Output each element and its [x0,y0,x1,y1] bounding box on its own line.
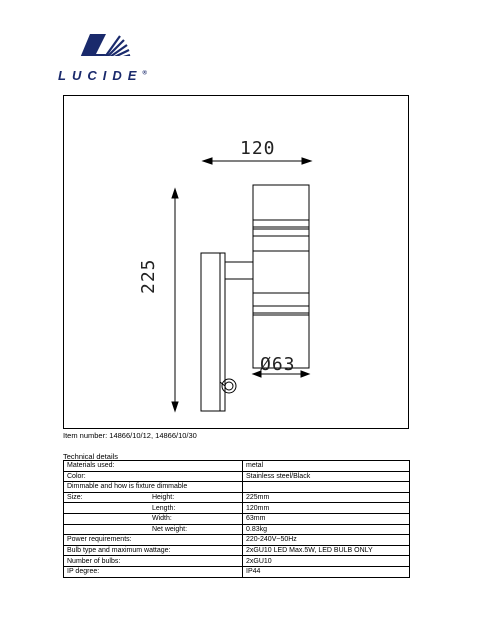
dimension-height-label: 225 [138,258,159,294]
spec-value: 63mm [243,513,410,524]
spec-label: Number of bulbs: [64,556,243,567]
spec-value: 2xGU10 [243,556,410,567]
fixture-drawing-svg [64,96,408,428]
table-row [64,513,410,524]
spec-label-cell [64,503,243,514]
spec-label: Bulb type and maximum wattage: [64,545,243,556]
technical-details-table [63,460,410,578]
spec-sublabel: Net weight: [152,525,188,533]
dimension-diameter-label: Ø63 [260,354,296,375]
table-row [64,545,410,556]
spec-value: metal [243,461,410,472]
table-row [64,503,410,514]
table-row [64,471,410,482]
table-row [64,566,410,577]
spec-value: Stainless steel/Black [243,471,410,482]
spec-value [243,482,410,493]
table-row [64,535,410,546]
spec-value: 225mm [243,492,410,503]
item-number: Item number: 14866/10/12, 14866/10/30 [63,431,197,440]
dimension-width-label: 120 [240,138,276,159]
technical-details-title: Technical details [63,452,119,461]
table-row [64,556,410,567]
spec-label-cell [64,524,243,535]
spec-label: Power requirements: [64,535,243,546]
spec-value: 0.83kg [243,524,410,535]
spec-sublabel: Length: [152,504,176,512]
spec-value: 120mm [243,503,410,514]
spec-label-cell [64,513,243,524]
spec-label: Size: [67,494,83,502]
table-row [64,461,410,472]
table-row [64,482,410,493]
spec-sublabel: Height: [152,494,175,502]
spec-value: IP44 [243,566,410,577]
spec-label: IP degree: [64,566,243,577]
spec-value: 220-240V~50Hz [243,535,410,546]
spec-label: Materials used: [64,461,243,472]
spec-label: Color: [64,471,243,482]
table-row [64,524,410,535]
spec-label: Dimmable and how is fixture dimmable [64,482,243,493]
brand-wordmark: LUCIDE® [58,68,147,83]
table-row [64,492,410,503]
spec-value: 2xGU10 LED Max.5W, LED BULB ONLY [243,545,410,556]
spec-sublabel: Width: [152,515,172,523]
spec-label-cell [64,492,243,503]
technical-drawing [63,95,409,429]
